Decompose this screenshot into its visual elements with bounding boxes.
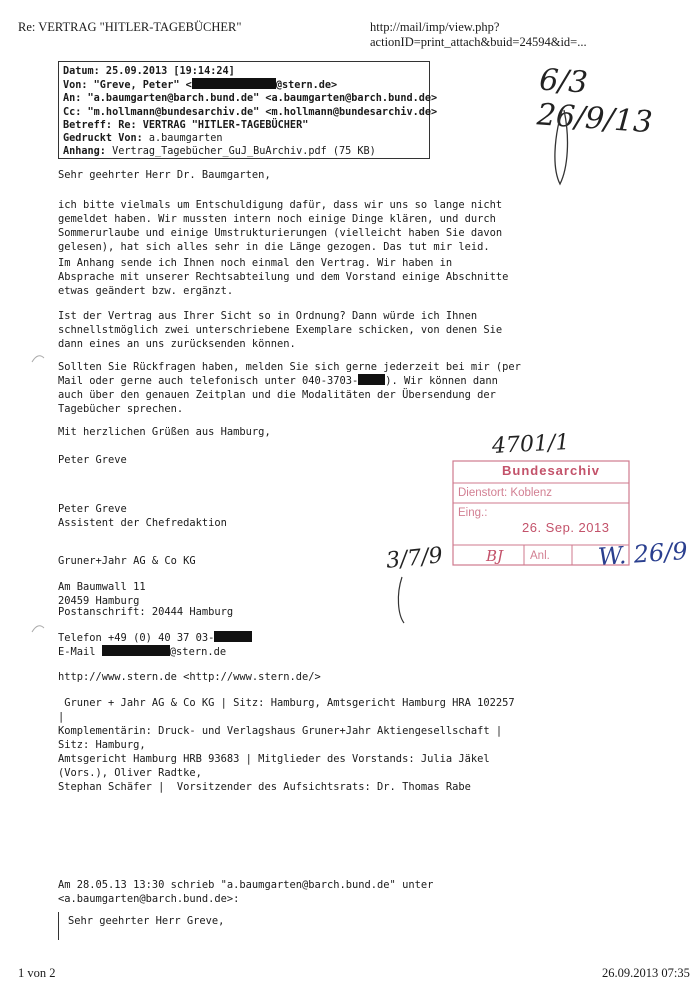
print-footer-page: 1 von 2	[18, 966, 56, 980]
email-paragraph-1: ich bitte vielmals um Entschuldigung dafür, dass wir uns so lange nicht gemeldet haben. Wir mussten intern noch einige Dinge klären, und durch Sommerurlaube und einige Umstrukturierungen (vielleicht haben Sie davon gelesen), hat sich alles sehr in die Länge gezogen. Das tut mir leid.	[58, 199, 503, 253]
sig-role: Assistent der Chefredaktion	[58, 517, 227, 529]
stamp-date: 26. Sep. 2013	[522, 520, 610, 535]
email-closing: Mit herzlichen Grüßen aus Hamburg,	[58, 426, 271, 438]
email-from: Von: "Greve, Peter" < @stern.de>	[63, 80, 338, 92]
sig-street: Am Baumwall 11	[58, 581, 146, 593]
sig-web: http://www.stern.de <http://www.stern.de/>	[58, 671, 321, 683]
email-salutation: Sehr geehrter Herr Dr. Baumgarten,	[58, 169, 271, 181]
email-paragraph-4-rest: auch über den genauen Zeitplan und die Modalitäten der Übersendung der Tagebücher sprechen.	[58, 389, 496, 415]
email-signature: Peter Greve	[58, 454, 127, 466]
stamp-title: Bundesarchiv	[502, 463, 600, 478]
handwritten-stroke	[392, 575, 412, 625]
sig-company: Gruner+Jahr AG & Co KG	[58, 555, 196, 567]
redaction-bar	[214, 631, 252, 642]
stamp-anl: Anl.	[530, 550, 550, 562]
email-cc: Cc: "m.hollmann@bundesarchiv.de" <m.hollmann@bundesarchiv.de>	[63, 106, 438, 118]
handwritten-stroke	[548, 108, 578, 188]
quote-bar	[58, 912, 59, 940]
stamp-dienstort: Dienstort: Koblenz	[458, 487, 552, 499]
margin-mark	[30, 622, 46, 634]
stamp-number: 4701/1	[491, 429, 571, 460]
email-paragraph-2: Im Anhang sende ich Ihnen noch einmal den Vertrag. Wir haben in Absprache mit unserer Rechtsabteilung und dem Vorstand einige Abschnitte etwas geändert bzw. ergänzt.	[58, 257, 509, 297]
sig-postal: Postanschrift: 20444 Hamburg	[58, 606, 234, 618]
handwritten-note-top: 6/3 26/9/13	[535, 62, 654, 141]
email-subject: Betreff: Re: VERTRAG "HITLER-TAGEBÜCHER"	[63, 119, 309, 131]
email-paragraph-4-line-1: Sollten Sie Rückfragen haben, melden Sie sich gerne jederzeit bei mir (per	[58, 361, 521, 373]
email-printed-by: Gedruckt Von: a.baumgarten	[63, 133, 223, 145]
email-paragraph-4-line-2: Mail oder gerne auch telefonisch unter 040-3703- ). Wir können dann	[58, 375, 498, 387]
redaction-bar	[192, 78, 276, 89]
print-header-url: http://mail/imp/view.php?actionID=print_attach&buid=24594&id=...	[370, 20, 587, 49]
sig-legal: Gruner + Jahr AG & Co KG | Sitz: Hamburg, Amtsgericht Hamburg HRA 102257 | Komplementärin: Druck- und Verlagshaus Gruner+Jahr Aktiengesellschaft | Sitz: Hamburg, Amtsgericht Hamburg HRB 93683 | Mitglieder des Vorstands: Julia Jäkel (Vors.), Oliver Radtke, Stephan Schäfer | Vorsitzender des Aufsichtsrats: Dr. Thomas Rabe	[58, 697, 515, 793]
handwritten-note-mid: 3/7/9	[384, 543, 444, 574]
email-date: Datum: 25.09.2013 [19:14:24]	[63, 66, 235, 77]
email-attachment: Anhang: Vertrag_Tagebücher_GuJ_BuArchiv.pdf (75 KB)	[63, 146, 376, 158]
print-header-title: Re: VERTRAG "HITLER-TAGEBÜCHER"	[18, 20, 242, 34]
email-paragraph-3: Ist der Vertrag aus Ihrer Sicht so in Ordnung? Dann würde ich Ihnen schnellstmöglich zwei unterschriebene Exemplare schicken, von denen Sie dann eines an uns zurücksenden können.	[58, 310, 503, 350]
email-header-box	[58, 61, 438, 159]
sig-phone: Telefon +49 (0) 40 37 03-	[58, 631, 252, 645]
print-footer-date: 26.09.2013 07:35	[602, 966, 690, 980]
margin-mark	[30, 352, 46, 364]
quoted-salutation: Sehr geehrter Herr Greve,	[68, 915, 225, 927]
stamp-eing: Eing.:	[458, 507, 488, 519]
sig-city: 20459 Hamburg	[58, 595, 140, 607]
email-to: An: "a.baumgarten@barch.bund.de" <a.baumgarten@barch.bund.de>	[63, 93, 438, 105]
handwritten-note-stamp: W. 26/9	[597, 536, 689, 572]
quoted-intro: Am 28.05.13 13:30 schrieb "a.baumgarten@barch.bund.de" unter <a.baumgarten@barch.bund.de>:	[58, 879, 434, 905]
redaction-bar	[102, 645, 170, 656]
stamp-initials: BJ	[486, 547, 504, 565]
sig-name: Peter Greve	[58, 503, 127, 515]
sig-email: E-Mail @stern.de	[58, 646, 227, 658]
redaction-bar	[358, 374, 385, 385]
